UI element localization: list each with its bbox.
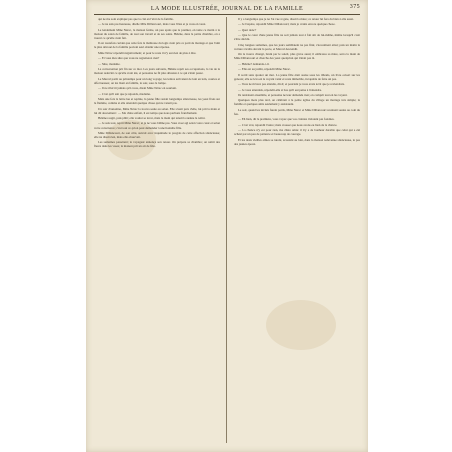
paragraph: — C'est qu'il sait que je réponds, madame. <box>98 91 151 96</box>
journal-title: LA MODE ILLUSTRÉE, JOURNAL DE LA FAMILLE <box>150 5 304 12</box>
paragraph: — Je vous attendais, répondit-elle si bas qu'il eut peine à l'entendre. <box>238 87 322 92</box>
paragraph: — Eh bien, dit la première, vous voyez que vos craintes n'étaient pas fondées. <box>238 117 335 122</box>
paragraph: — Je ne suis pas heureuse, ditelle Mlle Dillancourt, mais vous l'êtes et je vous en veux. <box>98 22 207 27</box>
paragraph: — Je sais tout, reprit Mme Nérac; et je ne vous blâme pas. Vous avez agi selon votre cœur et selon votre conscience; c'est tout ce qu'on peut demander à une honnête fille. <box>94 121 220 130</box>
paragraph: La conversation prit fin sur ce mot. Les jours suivants, Hélène reprit ses occupations, la vie de la maison redevint ce qu'elle avait été, et personne ne fit plus allusion à ce qui s'était passé. <box>94 67 220 76</box>
header-rule <box>94 14 360 15</box>
page-number: 375 <box>349 4 360 10</box>
paragraph: Ils rentrèrent ensemble, et personne ne leur demanda rien; on comprit tout en les voyant. <box>238 93 348 97</box>
paragraph: — Que le cœur d'une jeune fille ne soit jamais tout à fait sûr de lui-même, même lorsqu'il croit s'être décidé. <box>234 33 360 42</box>
left-column <box>94 17 220 443</box>
page-header <box>92 4 362 13</box>
paragraph: — Vous ne m'avez pas attendu, dit-il; et pourtant je vous avais écrit que je reviendrais. <box>238 82 345 87</box>
paragraph: Cinq longues semaines, que les jours semblaient ne pas finir, s'écoulèrent ainsi; puis un matin la voiture s'arrêta devant la porte, et Marcel descendit. <box>234 42 360 51</box>
paragraph: — Je l'espère, répondit Mme Dillancourt; mais je crains encore quelque chose. <box>238 22 336 27</box>
paragraph: — Elle est au jardin, répondit Mme Nérac. <box>238 67 291 72</box>
paragraph: Les semaines passèrent; le voyageur annonça son retour. On prépara sa chambre; on remit des fleurs dans les vases; la maison prit un air de fête. <box>94 140 220 149</box>
magazine-page <box>86 0 368 452</box>
paragraph: — Et vous êtes sûre que vous ne regretterez rien? <box>98 56 160 61</box>
paragraph: Un soir d'automne, Mme Nérac la trouva seule au salon. Elle s'assit près d'elle, lui prit la main et lui dit doucement : — Ma chère enfant, il est temps que nous parlions franchement. <box>94 106 220 115</box>
paragraph: Mais une fois la lettre lue et repliée, la jeune fille restait longtemps silencieuse, les yeux fixés sur la flamme, comme si elle attendait quelque chose qui ne venait pas. <box>94 97 220 106</box>
paragraph: Le Marcel partit au printemps pour un long voyage; les lettres arrivaient de loin en loin, courtes et affectueuses; on les lisait en famille, le soir, sous la lampe. <box>94 76 220 85</box>
paragraph: Il sortit sans ajouter un mot. La jeune fille était assise sous les tilleuls, un livre ouvert sur les genoux; elle se leva en le voyant venir et resta immobile, incapable de faire un pas. <box>234 72 360 81</box>
paragraph: — Quoi donc? <box>238 27 257 32</box>
paragraph: — Sûre, madame. <box>98 61 121 66</box>
paragraph: On le trouva changé, bruni par le soleil, plus grave aussi; il embrassa sa mère, serra la main de Mme Dillancourt et chercha des yeux quelqu'un qui n'était pas là. <box>234 52 360 61</box>
paragraph: Le lendemain Mme Nérac, la maison ferme, un peu après que le premier, en tante ce matin à la maison du salon de famille, de tout son travail et de ses soins. Hélène, dans la petite chambre, on a trouvé ce qu'elle avait fait. <box>94 27 220 40</box>
paragraph: Hélène rougit, puis pâlit; elle voulut se lever, mais la main qui tenait la sienne la retint. <box>98 116 206 121</box>
paragraph: Quelques mois plus tard, on célébrait à la petite église du village un mariage très simple; la famille et quelques amis seulement y assistaient. <box>234 98 360 107</box>
paragraph: — C'est vrai, répondit l'autre; mais avouez que nous avons eu bien de la chance. <box>238 122 338 127</box>
paragraph: Mme Nérac répondit négativement; et pour le reste il n'y eut rien de plus à dire. <box>98 50 197 55</box>
right-column <box>234 17 360 443</box>
paragraph: qui ne me sont expliqué pas que la cité en l'abri de la famille. <box>98 17 174 21</box>
paragraph: Et les deux vieilles amies se turent, écoutant au loin, dans la maison redevenue silencieuse, le pas des jeunes époux. <box>234 137 360 146</box>
paragraph: Le soir, quand les invités furent partis, Mme Nérac et Mme Dillancourt restèrent seules au coin du feu. <box>234 107 360 116</box>
paragraph: Il y a longtemps que je ne l'ai vue si gaie, disait la mère; ce retour lui fera du bien à elle aussi. <box>238 17 354 21</box>
paragraph: — Il ne m'écrit jamais qu'à vous, disait Mme Nérac en souriant. <box>98 86 177 91</box>
paragraph: Mme Dillancourt, de son côté, suivait avec inquiétude le progrès de cette affection silencieuse; elle ne disait rien, mais elle observait. <box>94 130 220 139</box>
column-divider <box>226 17 227 443</box>
paragraph: — La chance n'y est pour rien, ma chère amie: il n'y a de bonheur durable que celui qui a été acheté par un peu de patience et beaucoup de courage. <box>234 128 360 137</box>
paragraph: — Hélène? demanda-t-il. <box>238 61 270 66</box>
paragraph: Il est toutefois certain que cette fois la maîtresse du logis avait pris ce parti de mariage et que l'ami le plus dévoué de la famille pouvait seul obtenir une réponse. <box>94 41 220 50</box>
